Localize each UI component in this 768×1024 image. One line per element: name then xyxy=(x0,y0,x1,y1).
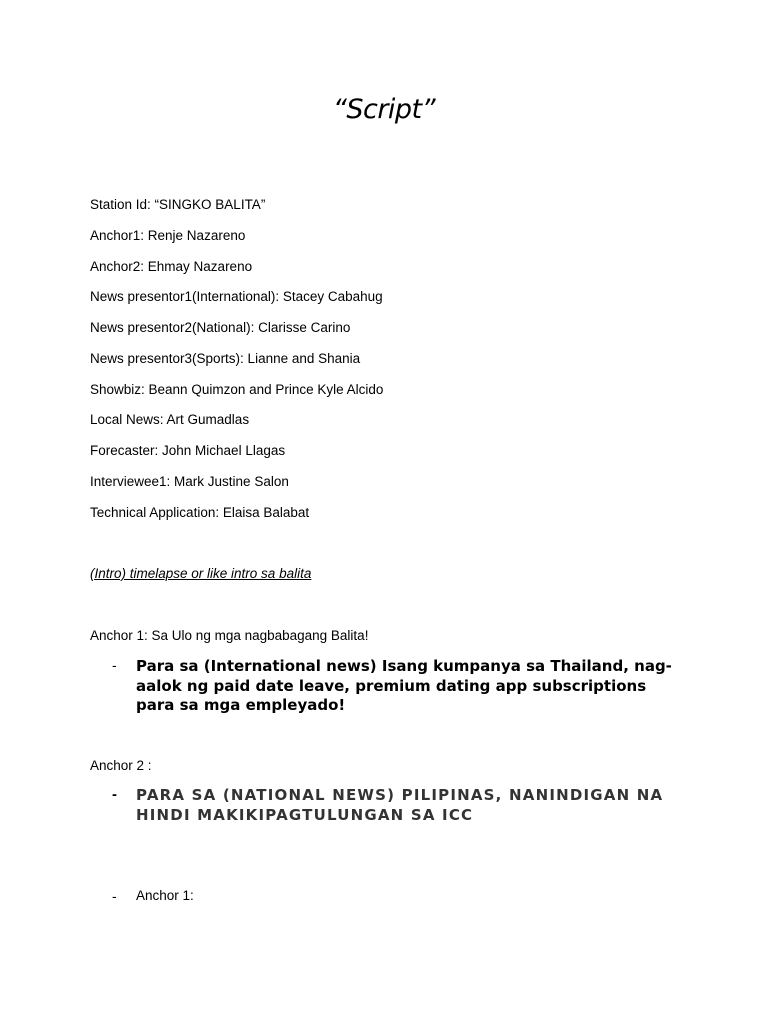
anchor1-headline-speaker: Anchor 1: Sa Ulo ng mga nagbabagang Balita! xyxy=(90,628,369,643)
crew-showbiz: Showbiz: Beann Quimzon and Prince Kyle Alcido xyxy=(90,382,384,397)
list-item xyxy=(112,657,682,716)
crew-forecaster: Forecaster: John Michael Llagas xyxy=(90,443,286,458)
crew-station-id: Station Id: “SINGKO BALITA” xyxy=(90,197,266,212)
crew-interviewee1: Interviewee1: Mark Justine Salon xyxy=(90,474,289,489)
bullet-dash: - xyxy=(112,786,117,803)
crew-anchor1: Anchor1: Renje Nazareno xyxy=(90,228,246,243)
list-item xyxy=(112,786,682,825)
crew-presentor2: News presentor2(National): Clarisse Carino xyxy=(90,320,351,335)
crew-presentor1: News presentor1(International): Stacey Cabahug xyxy=(90,289,383,304)
crew-local-news: Local News: Art Gumadlas xyxy=(90,412,250,427)
anchor2-speaker: Anchor 2 : xyxy=(90,758,152,773)
list-item xyxy=(112,888,682,903)
crew-presentor3: News presentor3(Sports): Lianne and Shania xyxy=(90,351,361,366)
crew-anchor2: Anchor2: Ehmay Nazareno xyxy=(90,259,253,274)
document-title: “Script” xyxy=(332,94,436,125)
bullet-dash: - xyxy=(112,888,117,904)
international-news-headline: Para sa (International news) Isang kumpanya sa Thailand, nag-aalok ng paid date leave, premium dating app subscriptions para sa mga empleyado! xyxy=(136,657,672,714)
intro-note: (Intro) timelapse or like intro sa balita xyxy=(90,566,312,581)
anchor1-speaker: Anchor 1: xyxy=(136,888,194,903)
bullet-dash: - xyxy=(112,657,117,673)
national-news-headline: PARA SA (NATIONAL NEWS) PILIPINAS, NANINDIGAN NA HINDI MAKIKIPAGTULUNGAN SA ICC xyxy=(136,786,664,824)
crew-technical-application: Technical Application: Elaisa Balabat xyxy=(90,505,310,520)
